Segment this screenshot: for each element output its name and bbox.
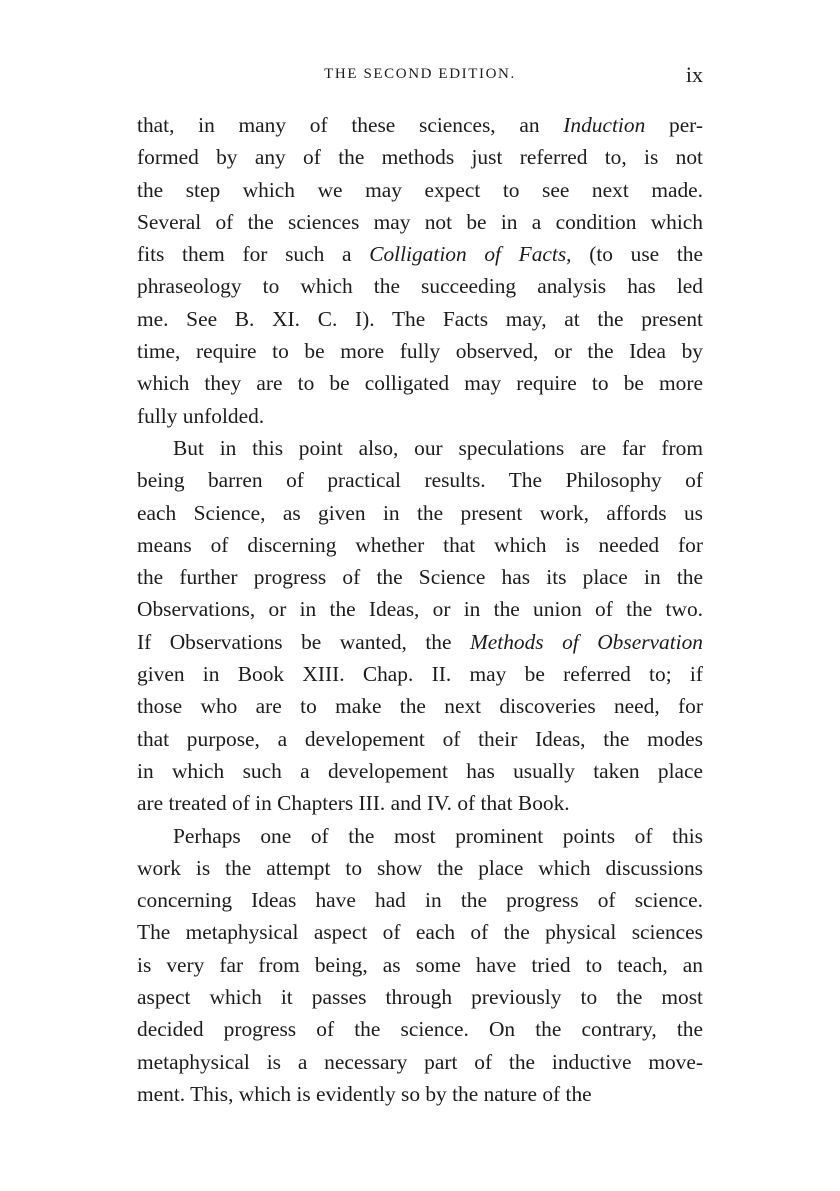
text-run: being barren of practical results. The Philosophy of <box>137 468 703 493</box>
text-line <box>137 141 703 173</box>
text-line <box>137 206 703 238</box>
text-line <box>137 1013 703 1045</box>
text-line <box>137 949 703 981</box>
text-run: that purpose, a developement of their Ideas, the modes <box>137 726 703 751</box>
text-line <box>137 367 703 399</box>
text-run: ment. This, which is evidently so by the nature of the <box>137 1081 592 1106</box>
text-line <box>137 561 703 593</box>
text-run: Several of the sciences may not be in a condition which <box>137 209 703 234</box>
text-line <box>137 658 703 690</box>
body-text <box>137 109 703 1110</box>
text-line <box>137 238 703 270</box>
text-line <box>137 723 703 755</box>
text-line <box>137 916 703 948</box>
text-line <box>137 174 703 206</box>
text-run: But in this point also, our speculations are far from <box>173 435 703 460</box>
text-run: aspect which it passes through previously to the most <box>137 985 703 1010</box>
text-line <box>137 464 703 496</box>
text-run: are treated of in Chapters III. and IV. of that Book. <box>137 791 570 816</box>
text-run: the step which we may expect to see next made. <box>137 177 703 202</box>
paragraph-1 <box>137 109 703 432</box>
text-run: metaphysical is a necessary part of the inductive move- <box>137 1049 703 1074</box>
text-line <box>137 593 703 625</box>
text-run: is very far from being, as some have tried to teach, an <box>137 952 703 977</box>
text-line <box>137 270 703 302</box>
text-line <box>137 432 703 464</box>
running-title: THE SECOND EDITION. <box>324 66 516 82</box>
paragraph-3 <box>137 820 703 1111</box>
running-head <box>137 62 703 92</box>
text-run: time, require to be more fully observed, or the Idea by <box>137 339 703 364</box>
text-run: fits them for such a <box>137 242 370 267</box>
text-run: Observations, or in the Ideas, or in the union of the two. <box>137 597 703 622</box>
text-line <box>137 755 703 787</box>
text-run: If Observations be wanted, the <box>137 629 470 654</box>
text-run: fully unfolded. <box>137 403 265 428</box>
text-line <box>137 852 703 884</box>
text-line <box>137 690 703 722</box>
text-line <box>137 787 703 819</box>
text-run: that, in many of these sciences, an <box>137 113 564 137</box>
text-run: the further progress of the Science has its place in the <box>137 565 703 590</box>
text-run: which they are to be colligated may require to be more <box>137 371 703 396</box>
text-line <box>137 884 703 916</box>
text-run: (to use the <box>571 242 703 267</box>
text-run: concerning Ideas have had in the progress of science. <box>137 888 703 913</box>
text-run: me. See B. XI. C. I). The Facts may, at the present <box>137 306 703 331</box>
text-run: work is the attempt to show the place which discussions <box>137 855 703 880</box>
text-line <box>137 529 703 561</box>
text-line <box>137 400 703 432</box>
text-line <box>137 981 703 1013</box>
text-run: given in Book XIII. Chap. II. may be referred to; if <box>137 662 703 687</box>
text-line <box>137 1046 703 1078</box>
paragraph-2 <box>137 432 703 820</box>
text-run: The metaphysical aspect of each of the physical sciences <box>137 920 703 945</box>
page-number: ix <box>685 62 703 87</box>
text-run: Perhaps one of the most prominent points of this <box>173 823 703 848</box>
text-run: means of discerning whether that which is needed for <box>137 532 703 557</box>
text-run: in which such a developement has usually taken place <box>137 758 703 783</box>
text-line <box>137 497 703 529</box>
text-run: decided progress of the science. On the contrary, the <box>137 1017 703 1042</box>
text-run: each Science, as given in the present work, affords us <box>137 500 703 525</box>
italic-term: Colligation of Facts, <box>369 242 572 267</box>
italic-term: Methods of Observation <box>469 629 703 654</box>
text-line <box>137 109 703 141</box>
text-line <box>137 335 703 367</box>
text-line <box>137 1078 703 1110</box>
italic-term: Induction <box>563 113 646 137</box>
text-line <box>137 626 703 658</box>
text-line <box>137 303 703 335</box>
text-run: phraseology to which the succeeding analysis has led <box>137 274 703 299</box>
text-run: per- <box>645 113 704 137</box>
text-run: formed by any of the methods just referred to, is not <box>137 145 703 170</box>
text-run: those who are to make the next discoveries need, for <box>137 694 703 719</box>
text-line <box>137 820 703 852</box>
